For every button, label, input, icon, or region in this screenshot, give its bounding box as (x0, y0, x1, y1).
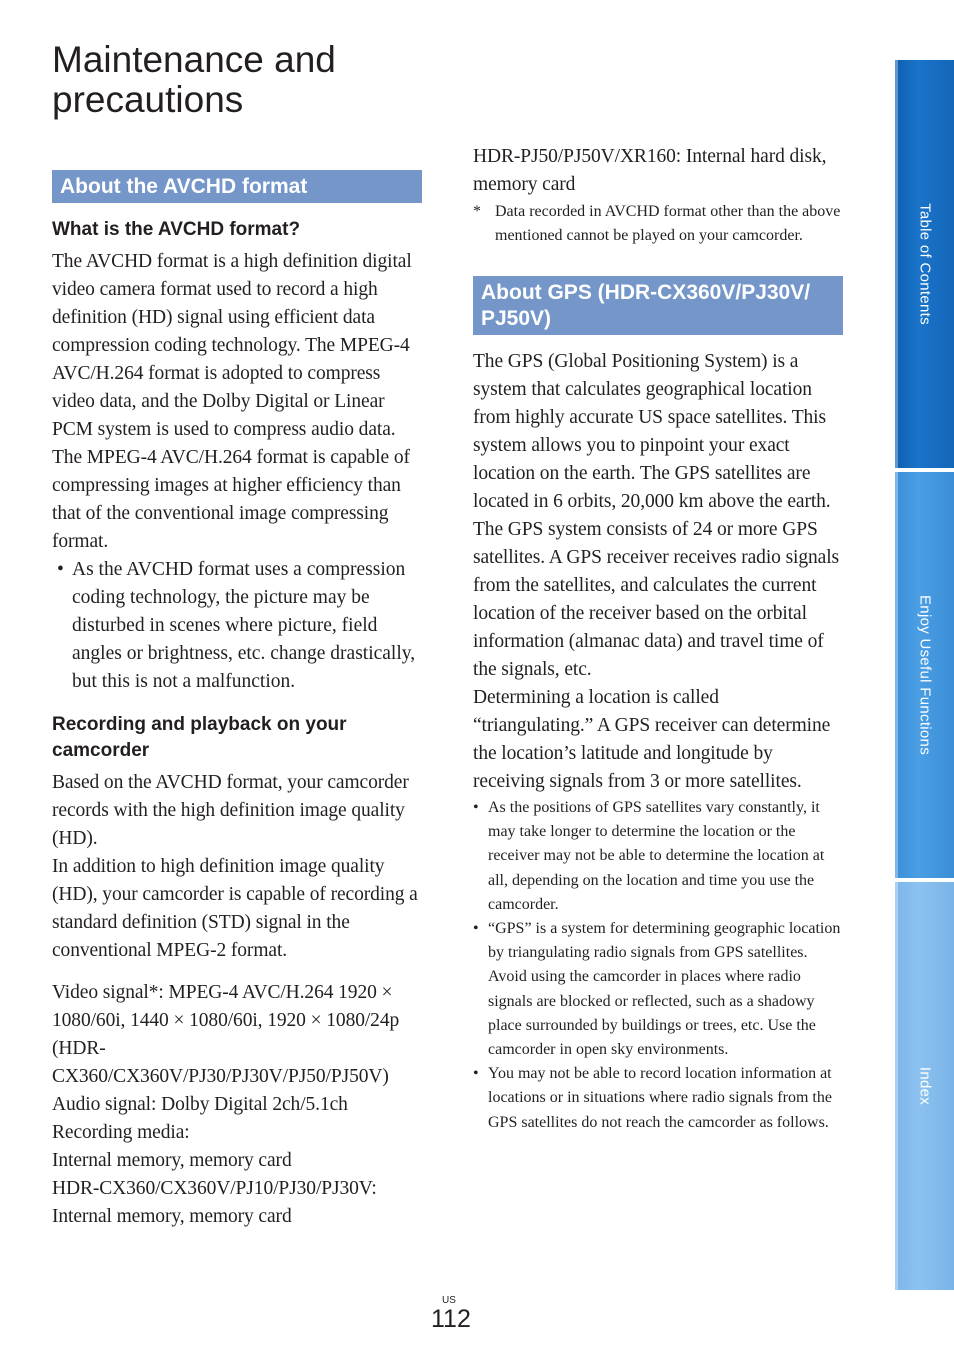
gps-bullet-3 (473, 1062, 843, 1135)
gps-bullet-1 (473, 796, 843, 917)
recording-media-label: Recording media: (52, 1122, 190, 1143)
audio-signal-spec: Audio signal: Dolby Digital 2ch/5.1ch (52, 1094, 348, 1115)
bullet-dot: • (473, 920, 479, 938)
right-column (473, 143, 843, 1135)
section-heading-gps: About GPS (HDR-CX360V/PJ30V/ PJ50V) (473, 276, 843, 335)
page-region-code: US (442, 1295, 456, 1306)
tab-table-of-contents[interactable] (895, 60, 954, 468)
bullet-text: As the positions of GPS satellites vary constantly, it may take longer to determine the location or the receiver may not be able to determine the location at all, depending on the location and time you use the camcorder. (488, 799, 825, 913)
tab-label: Enjoy Useful Functions (916, 594, 933, 756)
bullet-dot: • (473, 1065, 479, 1083)
gps-paragraph-2: Determining a location is called “triangulating.” A GPS receiver can determine the location’s latitude and longitude by receiving signals from 3 or more satellites. (473, 687, 831, 792)
tab-enjoy-useful-functions[interactable] (895, 472, 954, 878)
gps-bullet-2 (473, 917, 843, 1062)
recording-media-1: Internal memory, memory card (52, 1150, 292, 1171)
page-title: Maintenance and precautions (52, 39, 336, 120)
bullet-dot: • (57, 559, 64, 580)
recording-media-3: HDR-PJ50/PJ50V/XR160: Internal hard disk, memory card (473, 146, 827, 195)
bullet-dot: • (473, 799, 479, 816)
gps-paragraph-1: The GPS (Global Positioning System) is a system that calculates geographical location from highly accurate US space satellites. This system allows you to pinpoint your exact location on the earth. The GPS satellites are located in 6 orbits, 20,000 km above the earth. The GPS system consists of 24 or more GPS satellites. A GPS receiver receives radio signals from the satellites, and calculates the current location of the receiver based on the orbital information (almanac data) and travel time of the signals, etc. (473, 351, 840, 680)
tab-index[interactable] (895, 882, 954, 1290)
tab-label: Table of Contents (916, 203, 933, 325)
footnote-mark: * (473, 203, 481, 220)
page-number (431, 1296, 471, 1332)
bullet-text: “GPS” is a system for determining geographic location by triangulating radio signals from GPS satellites. Avoid using the camcorder in places where radio signals are blocked or reflected, such as a shadowy place surrounded by buildings or trees, etc. Use the camcorder in open sky environments. (488, 920, 841, 1059)
avchd-paragraph-2: The MPEG-4 AVC/H.264 format is capable of compressing images at higher efficiency than that of the conventional image compressing format. (52, 447, 410, 552)
bullet-text: As the AVCHD format uses a compression coding technology, the picture may be disturbed in scenes where picture, field angles or brightness, etc. change drastically, but this is not a malfunction. (72, 559, 416, 692)
side-navigation-tabs (895, 60, 954, 1290)
recording-media-2: Internal memory, memory card (52, 1206, 292, 1227)
tab-label: Index (916, 1066, 933, 1106)
recording-paragraph-2: In addition to high definition image quality (HD), your camcorder is capable of recording a standard definition (STD) signal in the conventional MPEG-2 format. (52, 856, 418, 961)
subheading-what-is-avchd: What is the AVCHD format? (52, 219, 301, 240)
video-signal-spec: Video signal*: MPEG-4 AVC/H.264 1920 × 1080/60i, 1440 × 1080/60i, 1920 × 1080/24p (HDR-CX360/CX360V/PJ30/PJ30V/PJ50/PJ50V) (52, 982, 400, 1087)
section-heading-avchd: About the AVCHD format (52, 170, 422, 203)
avchd-footnote (473, 200, 843, 248)
subheading-recording-playback: Recording and playback on your camcorder (52, 714, 347, 761)
recording-media-2-model: HDR-CX360/CX360V/PJ10/PJ30/PJ30V: (52, 1178, 377, 1199)
left-column (52, 170, 422, 1231)
bullet-text: You may not be able to record location information at locations or in situations where radio signals from the GPS satellites do not reach the camcorder as follows. (488, 1065, 832, 1131)
recording-paragraph-1: Based on the AVCHD format, your camcorder records with the high definition image quality (HD). (52, 772, 409, 849)
footnote-text: Data recorded in AVCHD format other than the above mentioned cannot be played on your camcorder. (495, 203, 841, 244)
avchd-bullet (52, 556, 422, 696)
avchd-paragraph-1: The AVCHD format is a high definition digital video camera format used to record a high definition (HD) signal using efficient data compression coding technology. The MPEG-4 AVC/H.264 format is adopted to compress video data, and the Dolby Digital or Linear PCM system is used to compress audio data. (52, 251, 412, 440)
page-number-value: 112 (431, 1305, 471, 1333)
